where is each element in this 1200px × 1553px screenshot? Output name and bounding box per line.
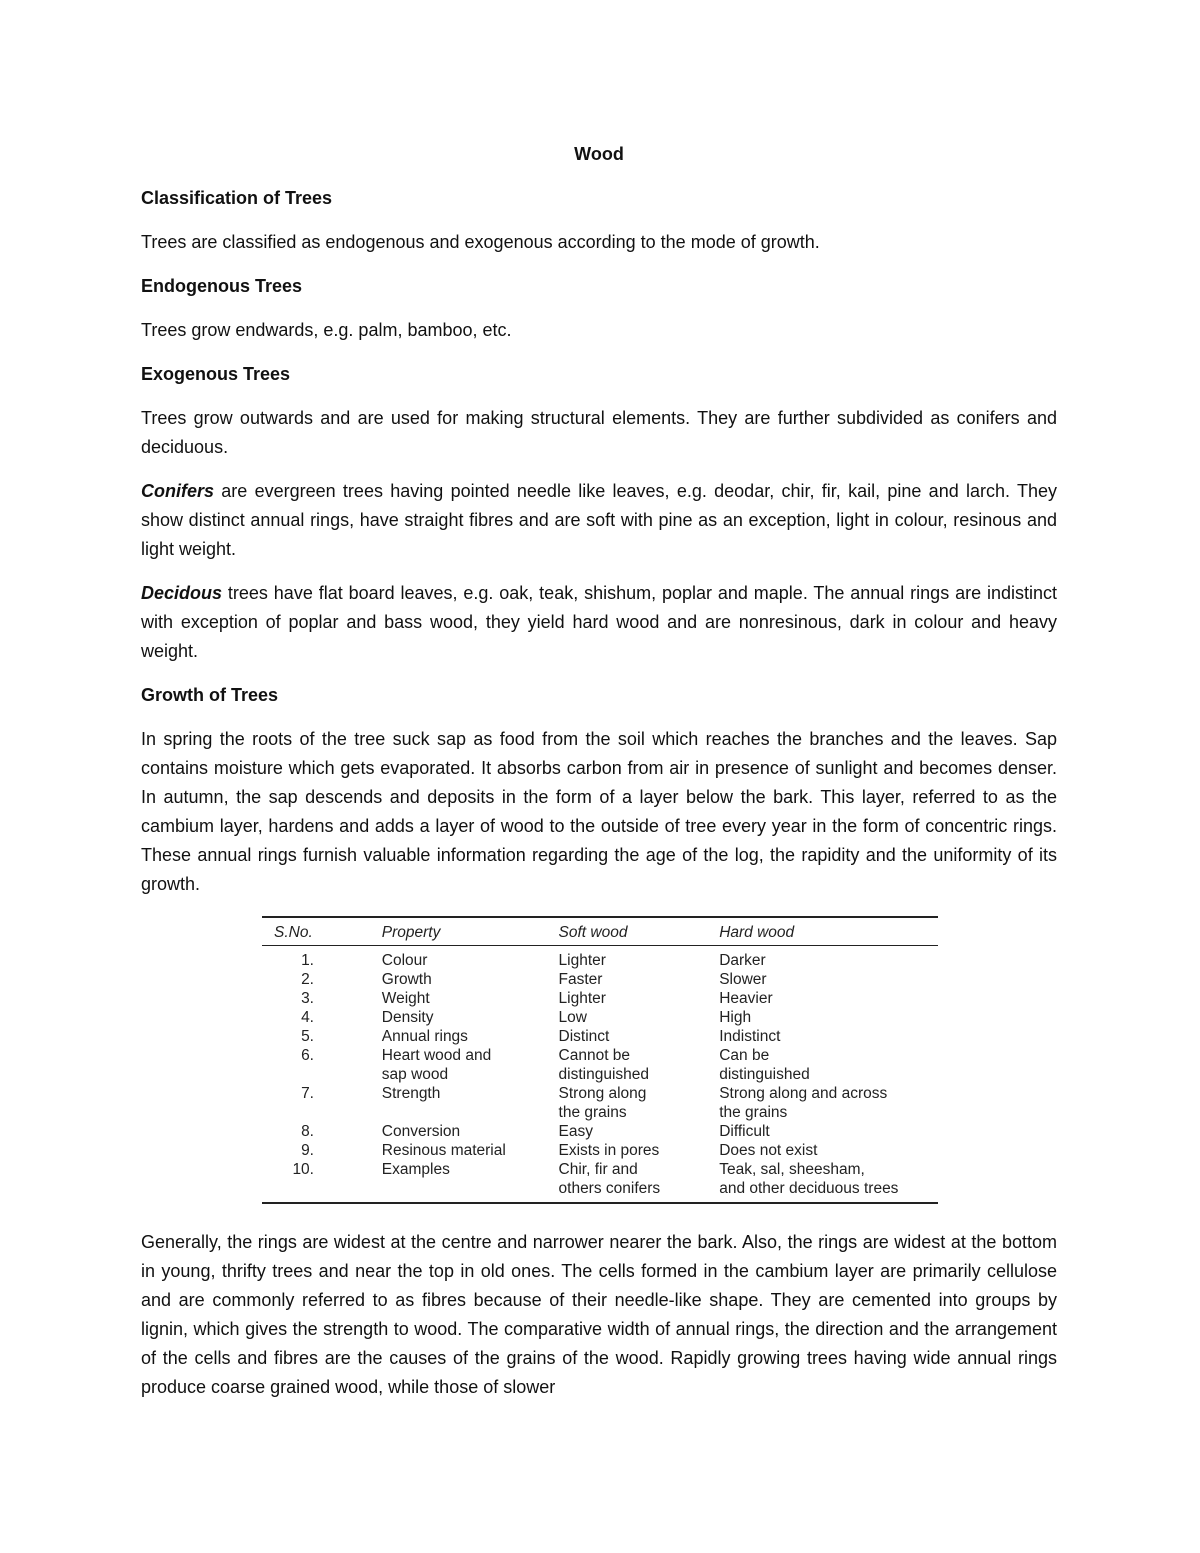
cell-sno xyxy=(262,1141,382,1160)
cell-soft-wood: Distinct xyxy=(558,1028,610,1045)
cell-soft-wood: Exists in pores xyxy=(558,1142,660,1159)
cell-hard-wood: Heavier xyxy=(719,990,773,1007)
cell-sno xyxy=(262,1084,382,1122)
cell-hard-wood: Teak, sal, sheesham, and other deciduous trees xyxy=(719,1161,899,1197)
cell-hard-wood: Indistinct xyxy=(719,1028,781,1045)
table-row xyxy=(262,1141,938,1160)
cell-sno xyxy=(262,989,382,1008)
table-body xyxy=(262,946,938,1204)
paragraph-deciduous xyxy=(141,579,1057,666)
paragraph-classification: Trees are classified as endogenous and exogenous according to the mode of growth. xyxy=(141,232,820,252)
cell-soft-wood: Faster xyxy=(558,971,603,988)
document-title: Wood xyxy=(574,144,624,164)
paragraph-exogenous: Trees grow outwards and are used for making structural elements. They are further subdivided as conifers and deciduous. xyxy=(141,408,1057,457)
row-number: 4. xyxy=(301,1009,314,1026)
paragraph-after-table: Generally, the rings are widest at the centre and narrower nearer the bark. Also, the rings are widest at the bottom in young, thrifty trees and near the top in old ones. The cells formed in the cambium layer are primarily cellulose and are commonly referred to as fibres because of their needle-like shape. They are cemented into groups by lignin, which gives the strength to wood. The comparative width of annual rings, the direction and the arrangement of the cells and fibres are the causes of the grains of the wood. Rapidly growing trees having wide annual rings produce coarse grained wood, while those of slower xyxy=(141,1232,1057,1397)
cell-property: Examples xyxy=(381,1161,450,1178)
cell-property: Resinous material xyxy=(381,1142,506,1159)
term-deciduous: Decidous xyxy=(141,583,223,603)
cell-hard-wood: High xyxy=(719,1009,752,1026)
table-header-row xyxy=(262,917,938,946)
cell-hard-wood: Slower xyxy=(719,971,767,988)
cell-property: Strength xyxy=(381,1085,441,1102)
conifers-description: are evergreen trees having pointed needle like leaves, e.g. deodar, chir, fir, kail, pine and larch. They show distinct annual rings, have straight fibres and are soft with pine as an exception, light in colour, resinous and light weight. xyxy=(141,481,1057,559)
table-row xyxy=(262,970,938,989)
row-number: 6. xyxy=(301,1047,314,1064)
table-row xyxy=(262,946,938,971)
cell-hard-wood: Darker xyxy=(719,952,766,969)
cell-soft-wood: Low xyxy=(558,1009,587,1026)
cell-soft-wood: Chir, fir and others conifers xyxy=(558,1161,661,1197)
row-number: 2. xyxy=(301,971,314,988)
cell-property: Density xyxy=(381,1009,434,1026)
softwood-hardwood-table xyxy=(262,916,938,1204)
cell-soft-wood: Lighter xyxy=(558,952,606,969)
cell-property: Growth xyxy=(381,971,432,988)
cell-hard-wood: Difficult xyxy=(719,1123,770,1140)
cell-soft-wood: Easy xyxy=(558,1123,593,1140)
cell-hard-wood: Strong along and across the grains xyxy=(719,1085,888,1121)
heading-exogenous: Exogenous Trees xyxy=(141,364,291,384)
table-row xyxy=(262,1008,938,1027)
document-page xyxy=(141,140,1057,1417)
cell-sno xyxy=(262,1008,382,1027)
row-number: 1. xyxy=(301,952,314,969)
deciduous-description: trees have flat board leaves, e.g. oak, teak, shishum, poplar and maple. The annual rings are indistinct with exception of poplar and bass wood, they yield hard wood and are nonresinous, dark in colour and heavy weight. xyxy=(141,583,1057,661)
cell-sno xyxy=(262,1027,382,1046)
paragraph-conifers xyxy=(141,477,1057,564)
header-sno: S.No. xyxy=(262,917,382,946)
header-soft-wood: Soft wood xyxy=(559,917,720,946)
row-number: 7. xyxy=(301,1085,314,1102)
cell-hard-wood: Does not exist xyxy=(719,1142,818,1159)
cell-sno xyxy=(262,1122,382,1141)
cell-property: Colour xyxy=(381,952,428,969)
cell-soft-wood: Strong along the grains xyxy=(558,1085,647,1121)
header-hard-wood: Hard wood xyxy=(719,917,938,946)
cell-hard-wood: Can be distinguished xyxy=(719,1047,810,1083)
heading-classification: Classification of Trees xyxy=(141,188,333,208)
table-row xyxy=(262,1084,938,1122)
heading-growth: Growth of Trees xyxy=(141,685,279,705)
paragraph-growth: In spring the roots of the tree suck sap as food from the soil which reaches the branches and the leaves. Sap contains moisture which gets evaporated. It absorbs carbon from air in presence of sunlight and becomes denser. In autumn, the sap descends and deposits in the form of a layer below the bark. This layer, referred to as the cambium layer, hardens and adds a layer of wood to the outside of tree every year in the form of concentric rings. These annual rings furnish valuable information regarding the age of the log, the rapidity and the uniformity of its growth. xyxy=(141,729,1057,894)
row-number: 10. xyxy=(292,1161,314,1178)
header-property: Property xyxy=(382,917,559,946)
row-number: 3. xyxy=(301,990,314,1007)
paragraph-endogenous: Trees grow endwards, e.g. palm, bamboo, etc. xyxy=(141,320,512,340)
table-row xyxy=(262,1046,938,1084)
cell-property: Annual rings xyxy=(381,1028,468,1045)
cell-sno xyxy=(262,946,382,971)
cell-property: Weight xyxy=(381,990,430,1007)
row-number: 9. xyxy=(301,1142,314,1159)
table-row xyxy=(262,1160,938,1203)
cell-property: Conversion xyxy=(381,1123,461,1140)
row-number: 8. xyxy=(301,1123,314,1140)
cell-sno xyxy=(262,1160,382,1203)
cell-sno xyxy=(262,1046,382,1084)
table-row xyxy=(262,989,938,1008)
table-row xyxy=(262,1027,938,1046)
cell-property: Heart wood and sap wood xyxy=(381,1047,492,1083)
cell-soft-wood: Cannot be distinguished xyxy=(558,1047,649,1083)
table-row xyxy=(262,1122,938,1141)
row-number: 5. xyxy=(301,1028,314,1045)
table-container xyxy=(141,916,1057,1204)
cell-soft-wood: Lighter xyxy=(558,990,606,1007)
term-conifers: Conifers xyxy=(141,481,215,501)
heading-endogenous: Endogenous Trees xyxy=(141,276,303,296)
cell-sno xyxy=(262,970,382,989)
